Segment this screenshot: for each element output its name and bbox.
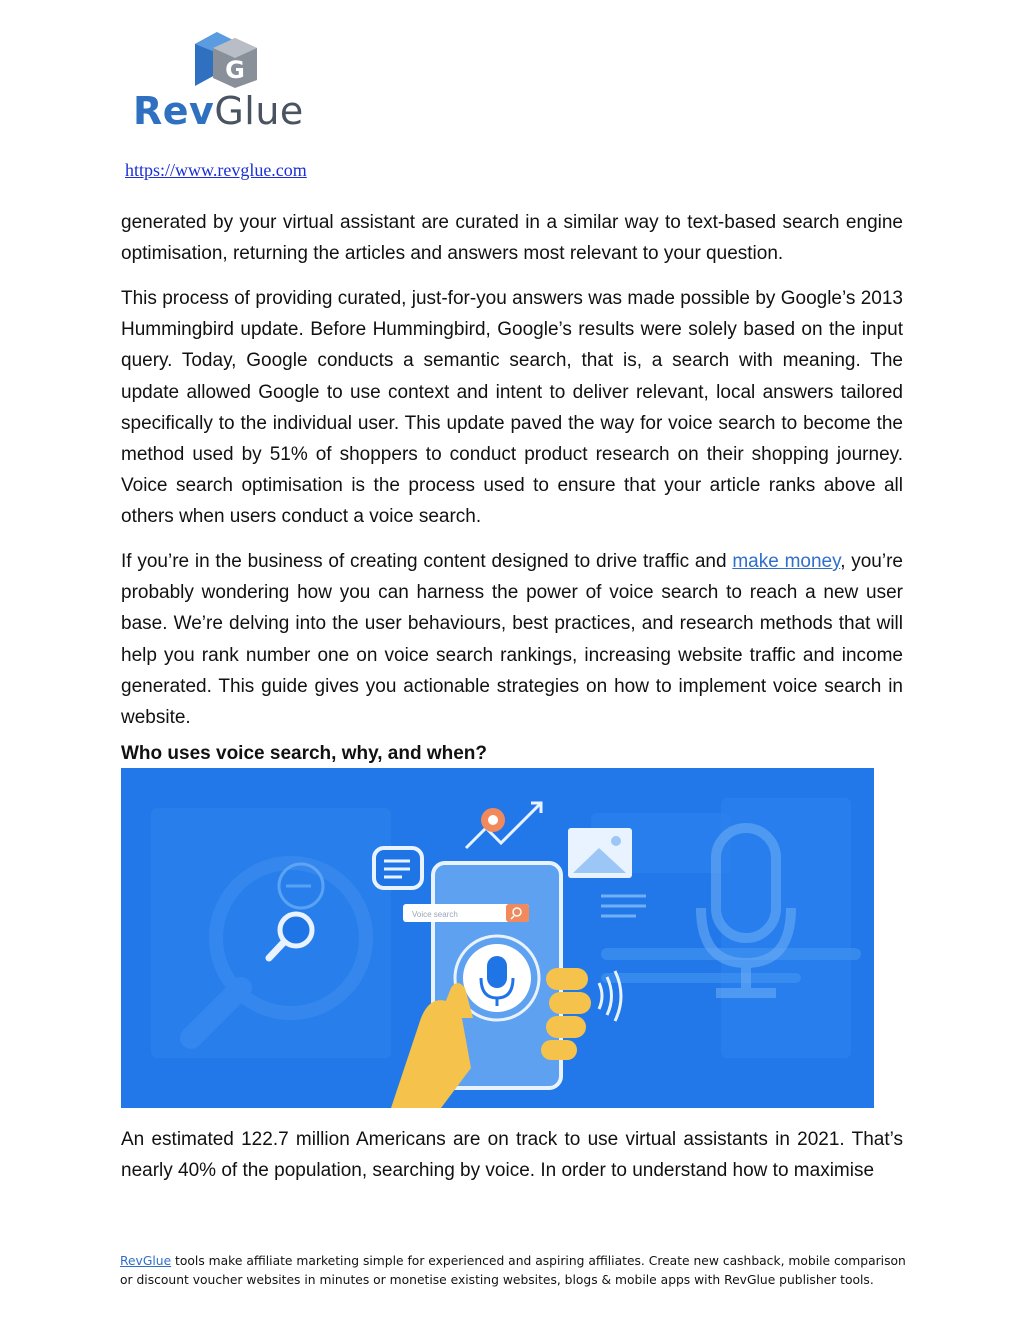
svg-text:G: G <box>225 56 245 84</box>
paragraph-3 <box>121 546 903 733</box>
revglue-logo[interactable] <box>133 30 333 133</box>
chat-bubble-icon <box>374 848 422 888</box>
paragraph-1: generated by your virtual assistant are curated in a similar way to text-based search engine optimisation, returning the articles and answers most relevant to your question. <box>121 212 903 265</box>
paragraph-4: An estimated 122.7 million Americans are on track to use virtual assistants in 2021. That’s nearly 40% of the population, searching by voice. In order to understand how to maximise <box>121 1129 903 1182</box>
voice-search-bar <box>403 904 529 922</box>
paragraph-2: This process of providing curated, just-for-you answers was made possible by Google’s 2013 Hummingbird update. Before Hummingbird, Google’s results were solely based on the input query. Today, Google conducts a semantic search, that is, a search with meaning. The update allowed Google to use context and intent to deliver relevant, local answers tailored specifically to the individual user. This update paved the way for voice search to become the method used by 51% of shoppers to conduct product research on their shopping journey. Voice search optimisation is the process used to ensure that your article ranks above all others when users conduct a voice search. <box>121 288 903 528</box>
footer-revglue-link[interactable]: RevGlue <box>120 1254 172 1268</box>
svg-text:Voice search: Voice search <box>412 910 458 919</box>
make-money-link[interactable]: make money <box>732 551 841 572</box>
footer-text <box>120 1252 910 1290</box>
paragraph-3-end: , you’re probably wondering how you can harness the power of voice search to reach a new user base. We’re delving into the user behaviours, best practices, and research methods that will help you rank number one on voice search rankings, increasing website traffic and income generated. This guide gives you actionable strategies on how to implement voice search in website. <box>121 551 903 729</box>
paragraph-3-start: If you’re in the business of creating content designed to drive traffic and <box>121 551 733 572</box>
voice-search-illustration <box>121 768 874 1108</box>
site-url-link[interactable]: https://www.revglue.com <box>125 160 307 180</box>
logo-rev: Rev <box>133 89 215 133</box>
footer-description: tools make affiliate marketing simple for experienced and aspiring affiliates. Create new cashback, mobile comparison or discount voucher websites in minutes or monetise existing websites, blogs & mobile apps with RevGlue publisher tools. <box>120 1254 906 1287</box>
logo-wordmark <box>133 89 304 133</box>
logo-glue: Glue <box>214 89 304 133</box>
section-heading: Who uses voice search, why, and when? <box>121 743 488 764</box>
revglue-logo-mark-icon <box>193 30 259 88</box>
